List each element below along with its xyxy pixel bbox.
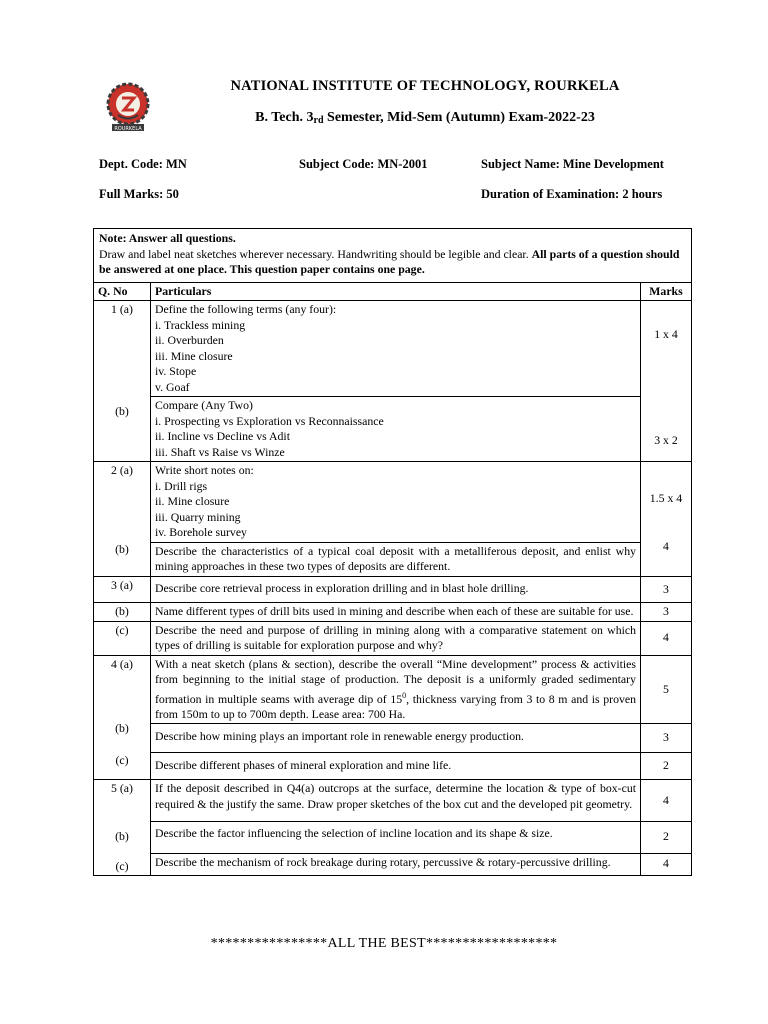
question-table	[93, 228, 692, 876]
q4b-marks: 3	[641, 724, 692, 753]
q5c-number: (c)	[115, 859, 129, 874]
full-marks: Full Marks: 50	[99, 187, 179, 201]
q2a-text: Write short notes on: i. Drill rigs ii. Mine closure iii. Quarry mining iv. Borehole survey	[151, 462, 641, 543]
q4b-text: Describe how mining plays an important role in renewable energy production.	[151, 724, 641, 753]
q5a-text: If the deposit described in Q4(a) outcrops at the surface, determine the location & type of box-cut required & the justify the same. Draw proper sketches of the box cut and the developed pit geometry.	[151, 780, 641, 821]
exam-title: B. Tech. $3_{rd}$ Semester, Mid-Sem (Autumn) Exam-2022-23	[255, 110, 595, 126]
q1-number-cell	[94, 301, 151, 462]
note-title: Note: Answer all questions.	[99, 231, 236, 245]
q1a-number: 1 (a)	[111, 302, 133, 316]
subject-name: Subject Name: Mine Development	[481, 157, 664, 171]
q3c-text: Describe the need and purpose of drilling in mining along with a comparative statement on which types of drilling is suitable for exploration purpose and why?	[151, 621, 641, 655]
q4b-number: (b)	[115, 720, 129, 735]
table-row	[94, 462, 692, 543]
q5c-marks: 4	[641, 853, 692, 875]
table-row	[94, 301, 692, 397]
q2a-number: 2 (a)	[111, 463, 133, 477]
q4a-number: 4 (a)	[111, 656, 133, 671]
q3c-marks: 4	[641, 621, 692, 655]
q4c-number: (c)	[115, 752, 129, 767]
q5c-text: Describe the mechanism of rock breakage during rotary, percussive & rotary-percussive drilling.	[151, 853, 641, 875]
q5a-number: 5 (a)	[111, 781, 133, 796]
q2b-text: Describe the characteristics of a typical coal deposit with a metalliferous deposit, and enlist why mining approaches in these two types of deposits are different.	[151, 542, 641, 576]
q3a-number: 3 (a)	[94, 576, 151, 603]
note-cell	[94, 229, 692, 283]
q5a-marks: 4	[641, 780, 692, 821]
dept-code: Dept. Code: MN	[99, 157, 187, 171]
q3c-number: (c)	[94, 621, 151, 655]
q2-number-cell	[94, 462, 151, 577]
q1-marks-cell	[641, 301, 692, 462]
table-row	[94, 853, 692, 875]
q3a-text: Describe core retrieval process in exploration drilling and in blast hole drilling.	[151, 576, 641, 603]
q1b-text: Compare (Any Two) i. Prospecting vs Exploration vs Reconnaissance ii. Incline vs Decline vs Adit iii. Shaft vs Raise vs Winze	[151, 397, 641, 462]
table-row	[94, 724, 692, 753]
note-text: Draw and label neat sketches wherever necessary. Handwriting should be legible and clear. All parts of a question should be answered at one place. This question paper contains one page.	[99, 246, 680, 276]
footer-best-wishes: ****************ALL THE BEST******************	[210, 936, 558, 951]
q1b-number: (b)	[115, 404, 129, 418]
q2b-marks: 4	[663, 539, 669, 553]
table-row	[94, 542, 692, 576]
q1b-marks: 3 x 2	[654, 433, 678, 448]
q5b-number: (b)	[115, 829, 129, 844]
q1a-text: Define the following terms (any four): i. Trackless mining ii. Overburden iii. Mine closure iv. Stope v. Goaf	[151, 301, 641, 397]
q3b-number: (b)	[94, 603, 151, 622]
svg-text:ROURKELA: ROURKELA	[114, 126, 142, 132]
table-row	[94, 821, 692, 853]
table-row	[94, 621, 692, 655]
col-qno: Q. No	[94, 282, 151, 301]
duration: Duration of Examination: 2 hours	[481, 187, 663, 201]
col-particulars: Particulars	[151, 282, 641, 301]
table-row	[94, 603, 692, 622]
q2-marks-cell	[641, 462, 692, 577]
table-row	[94, 397, 692, 462]
table-header	[94, 282, 692, 301]
q3b-text: Name different types of drill bits used in mining and describe when each of these are suitable for use.	[151, 603, 641, 622]
q3b-marks: 3	[641, 603, 692, 622]
q2b-number: (b)	[115, 542, 129, 556]
table-row	[94, 752, 692, 780]
table-row	[94, 655, 692, 724]
subject-code: Subject Code: MN-2001	[299, 157, 428, 171]
table-row	[94, 576, 692, 603]
q4a-marks: 5	[641, 655, 692, 724]
col-marks: Marks	[641, 282, 692, 301]
q4a-text: With a neat sketch (plans & section), describe the overall “Mine development” process & activities from beginning to the initial stage of production. The deposit is a uniformly graded sedimentary formation in multiple seams with average dip of $15^0$, thickness varying from 3 to 8 m and is proven from 150m to up to 700m depth. Lease area: 700 Ha.	[151, 655, 641, 724]
q4c-text: Describe different phases of mineral exploration and mine life.	[151, 752, 641, 780]
q2a-marks: 1.5 x 4	[649, 491, 683, 505]
institute-title: NATIONAL INSTITUTE OF TECHNOLOGY, ROURKELA	[230, 78, 620, 94]
q3a-marks: 3	[641, 576, 692, 603]
q5b-marks: 2	[641, 821, 692, 853]
q5-number-cell	[94, 780, 151, 876]
q1a-marks: 1 x 4	[654, 327, 678, 342]
note-row	[94, 229, 692, 283]
table-row	[94, 780, 692, 821]
q5b-text: Describe the factor influencing the selection of incline location and its shape & size.	[151, 821, 641, 853]
q4c-marks: 2	[641, 752, 692, 780]
q4-number-cell	[94, 655, 151, 780]
